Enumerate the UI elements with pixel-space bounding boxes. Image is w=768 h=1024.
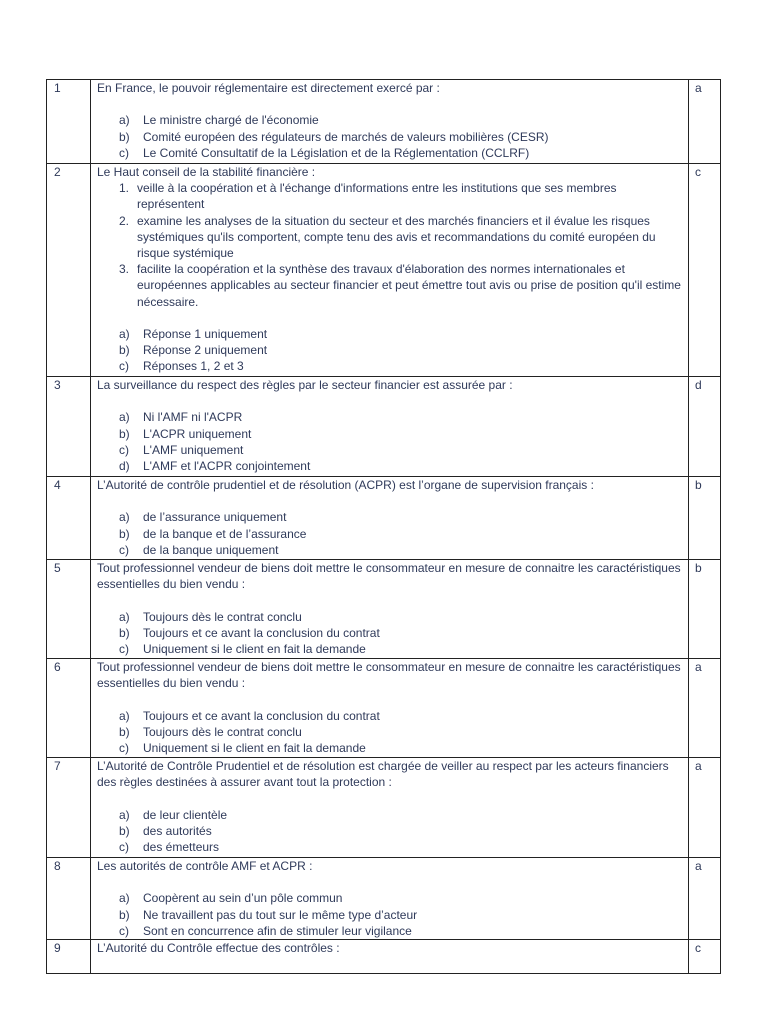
option-item (97, 342, 682, 358)
option-letter: b) (119, 823, 130, 838)
option-text: Réponses 1, 2 et 3 (143, 359, 244, 374)
option-text: Toujours et ce avant la conclusion du contrat (143, 625, 380, 640)
option-item (97, 458, 682, 474)
option-letter: a) (119, 327, 130, 342)
answer-key: c (689, 940, 721, 974)
option-letter: b) (119, 625, 130, 640)
answer-key: a (689, 758, 721, 858)
option-text: des émetteurs (143, 840, 220, 854)
option-text: Ni l'AMF ni l'ACPR (143, 410, 243, 425)
option-item (97, 509, 682, 525)
option-text: L'AMF et l'ACPR conjointement (143, 459, 311, 473)
question-text: La surveillance du respect des règles par le secteur financier est assurée par : (97, 378, 513, 392)
option-letter: c) (119, 145, 129, 160)
option-text: Réponse 1 uniquement (143, 327, 268, 342)
question-row (47, 477, 721, 560)
answer-key: a (689, 659, 721, 758)
answer-key: d (689, 377, 721, 477)
question-text: En France, le pouvoir réglementaire est directement exercé par : (97, 81, 440, 95)
option-text: Comité européen des régulateurs de marchés de valeurs mobilières (CESR) (143, 129, 549, 144)
question-row (47, 758, 721, 858)
option-text: Coopèrent au sein d’un pôle commun (143, 891, 343, 906)
option-letter: a) (119, 410, 130, 425)
statement-number: 3. (119, 262, 130, 277)
question-number: 3 (47, 377, 91, 477)
question-row (47, 940, 721, 974)
question-cell (91, 940, 689, 974)
statement-text: veille à la coopération et à l'échange d'informations entre les institutions que ses membres représentent (137, 181, 617, 212)
option-list (97, 807, 682, 856)
option-letter: a) (119, 609, 130, 624)
option-text: de la banque uniquement (143, 542, 279, 557)
option-letter: c) (119, 741, 129, 755)
option-letter: a) (119, 891, 130, 906)
option-text: de la banque et de l’assurance (143, 526, 307, 541)
option-text: Sont en concurrence afin de stimuler leur vigilance (143, 923, 412, 938)
option-letter: c) (119, 442, 129, 457)
option-letter: a) (119, 708, 130, 723)
option-item (97, 724, 682, 740)
option-letter: b) (119, 526, 130, 541)
option-letter: d) (119, 459, 130, 473)
option-list (97, 890, 682, 939)
option-text: L'AMF uniquement (143, 442, 244, 457)
option-letter: c) (119, 642, 129, 656)
option-list (97, 326, 682, 375)
question-number: 2 (47, 164, 91, 377)
option-item (97, 807, 682, 823)
option-list (97, 112, 682, 161)
question-text: Tout professionnel vendeur de biens doit mettre le consommateur en mesure de connaitre les caractéristiques essentielles du bien vendu : (97, 660, 681, 691)
option-text: de l’assurance uniquement (143, 510, 287, 525)
option-text: des autorités (143, 823, 212, 838)
question-row (47, 377, 721, 477)
quiz-table (46, 79, 721, 974)
option-letter: b) (119, 724, 130, 739)
question-cell (91, 659, 689, 758)
option-text: Toujours dès le contrat conclu (143, 724, 302, 739)
option-text: Ne travaillent pas du tout sur le même type d’acteur (143, 907, 418, 922)
option-item (97, 641, 682, 657)
option-item (97, 609, 682, 625)
option-item (97, 358, 682, 374)
option-item (97, 907, 682, 923)
question-cell (91, 477, 689, 560)
option-item (97, 526, 682, 542)
option-item (97, 112, 682, 128)
answer-key: a (689, 858, 721, 940)
statement-number: 2. (119, 213, 130, 228)
option-item (97, 839, 682, 855)
option-text: de leur clientèle (143, 807, 228, 822)
statement-list (97, 180, 682, 310)
option-list (97, 409, 682, 474)
option-item (97, 326, 682, 342)
statement-item (97, 261, 682, 310)
option-list (97, 708, 682, 757)
question-row (47, 80, 721, 164)
option-letter: c) (119, 923, 129, 938)
question-cell (91, 80, 689, 164)
answer-key: a (689, 80, 721, 164)
question-cell (91, 560, 689, 659)
option-list (97, 509, 682, 558)
question-number: 9 (47, 940, 91, 974)
answer-key: b (689, 560, 721, 659)
question-number: 1 (47, 80, 91, 164)
quiz-table-body (47, 80, 721, 974)
option-item (97, 442, 682, 458)
option-letter: b) (119, 129, 130, 144)
question-number: 4 (47, 477, 91, 560)
option-letter: a) (119, 510, 130, 525)
statement-text: facilite la coopération et la synthèse des travaux d'élaboration des normes internationales et européennes applicables au secteur financier et peut émettre tout avis ou prise de position qu'il estime nécessaire. (137, 262, 681, 309)
option-text: Réponse 2 uniquement (143, 343, 268, 358)
statement-text: examine les analyses de la situation du secteur et des marchés financiers et il évalue les risques systémiques qu'ils comportent, compte tenu des avis et recommandations du comité européen du risque systémique (137, 213, 656, 261)
question-cell (91, 164, 689, 377)
option-text: Le ministre chargé de l'économie (143, 113, 319, 128)
option-letter: b) (119, 343, 130, 358)
option-text: L'ACPR uniquement (143, 426, 252, 441)
question-cell (91, 377, 689, 477)
question-text: L’Autorité du Contrôle effectue des contrôles : (97, 941, 340, 955)
option-item (97, 145, 682, 161)
question-number: 8 (47, 858, 91, 940)
option-item (97, 625, 682, 641)
option-text: Uniquement si le client en fait la demande (143, 642, 366, 656)
option-letter: a) (119, 113, 130, 128)
statement-item (97, 213, 682, 262)
option-item (97, 129, 682, 145)
option-letter: c) (119, 840, 129, 854)
option-text: Uniquement si le client en fait la demande (143, 741, 366, 755)
answer-key: c (689, 164, 721, 377)
statement-item (97, 180, 682, 212)
question-text: Les autorités de contrôle AMF et ACPR : (97, 859, 313, 873)
option-letter: c) (119, 542, 129, 557)
option-list (97, 609, 682, 658)
option-letter: b) (119, 907, 130, 922)
option-text: Toujours et ce avant la conclusion du contrat (143, 708, 380, 723)
option-item (97, 542, 682, 558)
option-item (97, 923, 682, 939)
option-letter: a) (119, 807, 130, 822)
option-item (97, 426, 682, 442)
question-number: 6 (47, 659, 91, 758)
option-item (97, 740, 682, 756)
option-text: Toujours dès le contrat conclu (143, 609, 302, 624)
answer-key: b (689, 477, 721, 560)
statement-number: 1. (119, 181, 130, 196)
question-row (47, 659, 721, 758)
question-text: Le Haut conseil de la stabilité financière : (97, 165, 316, 179)
option-letter: c) (119, 359, 129, 374)
option-item (97, 409, 682, 425)
question-number: 5 (47, 560, 91, 659)
question-number: 7 (47, 758, 91, 858)
question-cell (91, 858, 689, 940)
question-row (47, 858, 721, 940)
option-item (97, 708, 682, 724)
question-text: L’Autorité de contrôle prudentiel et de résolution (ACPR) est l’organe de supervision français : (97, 478, 594, 492)
question-row (47, 164, 721, 377)
question-text: L’Autorité de Contrôle Prudentiel et de résolution est chargée de veiller au respect par les acteurs financiers des règles destinées à assurer avant tout la protection : (97, 759, 669, 790)
question-cell (91, 758, 689, 858)
option-letter: b) (119, 426, 130, 441)
option-item (97, 823, 682, 839)
question-row (47, 560, 721, 659)
option-item (97, 890, 682, 906)
option-text: Le Comité Consultatif de la Législation et de la Réglementation (CCLRF) (143, 145, 530, 160)
question-text: Tout professionnel vendeur de biens doit mettre le consommateur en mesure de connaitre les caractéristiques essentielles du bien vendu : (97, 561, 681, 592)
